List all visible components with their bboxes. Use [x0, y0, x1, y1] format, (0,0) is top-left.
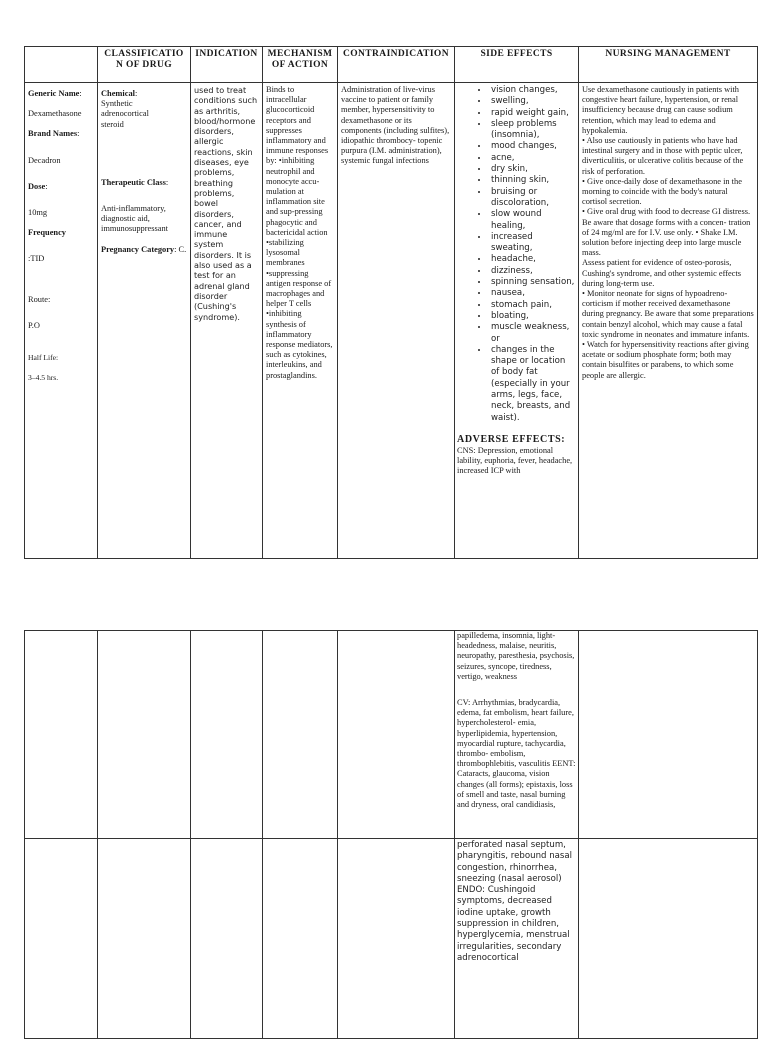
side-effect-item: • slow wound healing,	[489, 209, 576, 232]
adverse-effects-title: ADVERSE EFFECTS:	[457, 433, 566, 445]
nursing-management-cell	[579, 83, 758, 559]
therapeutic-class-label: Therapeutic Class	[101, 177, 166, 187]
brand-name-value: Decadron	[28, 155, 61, 165]
nursing-paragraph: Be aware that dosage forms with a concen- tration of 24 mg/ml are for I.V. use only. • Shake I.M. solution before injecting deep into large muscle mass.	[582, 217, 751, 258]
header-cell-empty	[25, 47, 98, 83]
empty-cell	[98, 631, 191, 839]
empty-cell	[263, 631, 338, 839]
header-side-effects: SIDE EFFECTS	[455, 47, 579, 83]
side-effect-item: • dry skin,	[489, 164, 576, 175]
continued-row	[25, 839, 758, 1039]
empty-cell	[98, 839, 191, 1039]
nursing-paragraph: • Also use cautiously in patients who have had intestinal surgery and in those with peptic ulcer, diverticulitis, or ulcerative colitis because of the risk of perforation.	[582, 136, 744, 176]
nursing-paragraph: • Monitor neonate for signs of hypoadreno- corticism if mother received dexamethasone during pregnancy. Be aware that some preparations contain benzyl alcohol, which may cause a fatal toxic syndrome in neonates and immature infants.	[582, 289, 754, 339]
continued-row	[25, 631, 758, 839]
adverse-effects-endo-cell: perforated nasal septum, pharyngitis, rebound nasal congestion, rhinorrhea, sneezing (nasal aerosol) ENDO: Cushingoid symptoms, decreased iodine uptake, growth suppression in children, hyperglycemia, menstrual irregularities, secondary adrenocortical	[455, 839, 579, 1039]
dose-label: Dose	[28, 181, 46, 191]
adverse-effects-cns-continued: papilledema, insomnia, light-headedness, malaise, neuritis, neuropathy, paresthesia, psychosis, seizures, syncope, tiredness, vertigo, weakness	[457, 631, 575, 681]
header-indication: INDICATION	[191, 47, 263, 83]
adverse-effects-continued-cell	[455, 631, 579, 839]
nursing-paragraph: • Give oral drug with food to decrease GI distress.	[582, 207, 751, 217]
empty-cell	[338, 839, 455, 1039]
side-effect-item: • dizziness,	[489, 266, 576, 277]
contraindication-cell: Administration of live-virus vaccine to patient or family member, hypersensitivity to dexamethasone or its components (including sulfites), idiopathic thrombocy- topenic purpura (I.M. administration), systemic fungal infections	[338, 83, 455, 559]
dose-value: 10mg	[28, 208, 48, 218]
chemical-value: Synthetic adrenocortical steroid	[101, 99, 149, 129]
drug-identity-cell: Generic Name: Dexamethasone Brand Names: Decadron Dose: 10mg Frequency :TID Route: P.O Half Life: 3–4.5 hrs.	[25, 83, 98, 559]
header-mechanism: MECHANISM OF ACTION	[263, 47, 338, 83]
adverse-effects-cv-eent: CV: Arrhythmias, bradycardia, edema, fat embolism, heart failure, hypercholesterol- emia, hyperlipidemia, hypertension, myocardial rupture, tachycardia, thrombo- embolism, thrombophlebitis, vasculitis EENT: Cataracts, glaucoma, vision changes (all forms); epistaxis, loss of smell and taste, nasal burning and dryness, oral candidiasis,	[457, 698, 576, 810]
header-classification: CLASSIFICATIO N OF DRUG	[98, 47, 191, 83]
half-life-value: 3–4.5 hrs.	[28, 373, 59, 383]
side-effect-item: • swelling,	[489, 96, 576, 107]
half-life-label: Half Life:	[28, 353, 59, 363]
chemical-label: Chemical	[101, 89, 135, 98]
empty-cell	[25, 839, 98, 1039]
side-effect-item: • stomach pain,	[489, 300, 576, 311]
brand-name-label: Brand Names	[28, 129, 78, 139]
side-effect-item: • vision changes,	[489, 85, 576, 96]
nursing-paragraph: • Watch for hypersensitivity reactions after giving acetate or sodium phosphate form; both may contain bisulfites or parabens, to which some people are allergic.	[582, 340, 749, 380]
header-nursing-management: NURSING MANAGEMENT	[579, 47, 758, 83]
empty-cell	[25, 631, 98, 839]
empty-cell	[191, 839, 263, 1039]
empty-cell	[579, 839, 758, 1039]
nursing-paragraph: Assess patient for evidence of osteo-porosis, Cushing's syndrome, and other systemic effects during long-term use.	[582, 258, 742, 288]
drug-row	[25, 83, 758, 559]
route-label: Route	[28, 294, 49, 304]
side-effect-item: • muscle weakness, or	[489, 322, 576, 345]
generic-name-value: Dexamethasone	[28, 109, 82, 119]
empty-cell	[338, 631, 455, 839]
nursing-paragraph: Use dexamethasone cautiously in patients with congestive heart failure, hypertension, or renal insufficiency because drug can cause sodium retention, which may lead to edema and hypokalemia.	[582, 85, 739, 135]
generic-name-label: Generic Name	[28, 89, 80, 98]
pregnancy-category-label: Pregnancy Category	[101, 244, 175, 254]
side-effect-item: • sleep problems (insomnia),	[489, 119, 576, 142]
empty-cell	[191, 631, 263, 839]
empty-cell	[263, 839, 338, 1039]
side-effects-list	[457, 85, 576, 424]
side-effect-item: • thinning skin,	[489, 175, 576, 186]
side-effect-item: • headache,	[489, 254, 576, 265]
frequency-value: :TID	[28, 254, 45, 264]
route-value: P.O	[28, 320, 40, 330]
side-effect-item: • acne,	[489, 153, 576, 164]
header-row	[25, 47, 758, 83]
adverse-effects-text: CNS: Depression, emotional lability, euphoria, fever, headache, increased ICP with	[457, 445, 573, 476]
side-effect-item: • nausea,	[489, 288, 576, 299]
classification-cell: Chemical: Synthetic adrenocortical steroid Therapeutic Class: Anti-inflammatory, diagnostic aid, immunosuppressant Pregnancy Category: C.	[98, 83, 191, 559]
side-effect-item: • rapid weight gain,	[489, 108, 576, 119]
indication-cell: used to treat conditions such as arthritis, blood/hormone disorders, allergic reactions, skin diseases, eye problems, breathing problems, bowel disorders, cancer, and immune system disorders. It is also used as a test for an adrenal gland disorder (Cushing's syndrome).	[191, 83, 263, 559]
side-effect-item: • mood changes,	[489, 141, 576, 152]
drug-study-table	[24, 46, 758, 559]
pregnancy-category-value: : C.	[174, 244, 187, 254]
side-effect-item: • bloating,	[489, 311, 576, 322]
side-effect-item: • increased sweating,	[489, 232, 576, 255]
therapeutic-class-value: Anti-inflammatory, diagnostic aid, immunosuppressant	[101, 204, 168, 234]
side-effects-cell	[455, 83, 579, 559]
empty-cell	[579, 631, 758, 839]
frequency-label: Frequency	[28, 228, 66, 238]
drug-study-table-continued	[24, 630, 758, 1039]
nursing-paragraph: • Give once-daily dose of dexamethasone in the morning to coincide with the body's natural cortisol secretion.	[582, 176, 742, 207]
side-effect-item: • bruising or discoloration,	[489, 187, 576, 210]
side-effect-item: • spinning sensation,	[489, 277, 576, 288]
header-contraindication: CONTRAINDICATION	[338, 47, 455, 83]
side-effect-item: • changes in the shape or location of body fat (especially in your arms, legs, face, neck, breasts, and waist).	[489, 345, 576, 424]
mechanism-cell: Binds to intracellular glucocorticoid receptors and suppresses inflammatory and immune responses by: •inhibiting neutrophil and monocyte accu-mulation at inflammation site and sup-pressing phagocytic and bactericidal action •stabilizing lysosomal membranes •suppressing antigen response of macrophages and helper T cells •inhibiting synthesis of inflammatory response mediators, such as cytokines, interleukins, and prostaglandins.	[263, 83, 338, 559]
